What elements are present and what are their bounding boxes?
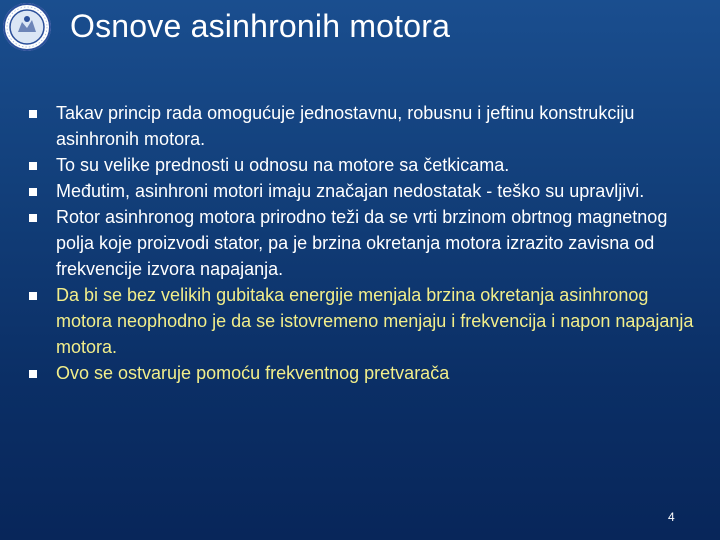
- bullet-text: Međutim, asinhroni motori imaju značajan nedostatak - teško su upravljivi.: [56, 181, 645, 201]
- university-logo-icon: [2, 2, 52, 52]
- bullet-text: Rotor asinhronog motora prirodno teži da se vrti brzinom obrtnog magnetnog polja koje proizvodi stator, pa je brzina okretanja motora izrazito zavisna od frekvencije izvora napajanja.: [56, 207, 668, 279]
- bullet-item-highlighted: [28, 282, 698, 360]
- square-bullet-icon: [29, 188, 37, 196]
- bullet-text: Ovo se ostvaruje pomoću frekventnog pretvarača: [56, 363, 450, 383]
- square-bullet-icon: [29, 162, 37, 170]
- bullet-item: [28, 152, 698, 178]
- bullet-item: [28, 204, 698, 282]
- bullet-text: To su velike prednosti u odnosu na motore sa četkicama.: [56, 155, 510, 175]
- square-bullet-icon: [29, 110, 37, 118]
- bullet-item: [28, 100, 698, 152]
- bullet-list: [28, 100, 698, 386]
- bullet-item-highlighted: [28, 360, 698, 386]
- page-number: 4: [668, 510, 675, 524]
- bullet-text: Takav princip rada omogućuje jednostavnu, robusnu i jeftinu konstrukciju asinhronih motora.: [56, 103, 635, 149]
- bullet-item: [28, 178, 698, 204]
- bullet-text: Da bi se bez velikih gubitaka energije menjala brzina okretanja asinhronog motora neophodno je da se istovremeno menjaju i frekvencija i napon napajanja motora.: [56, 285, 694, 357]
- square-bullet-icon: [29, 370, 37, 378]
- slide-title: Osnove asinhronih motora: [70, 8, 451, 44]
- square-bullet-icon: [29, 292, 37, 300]
- square-bullet-icon: [29, 214, 37, 222]
